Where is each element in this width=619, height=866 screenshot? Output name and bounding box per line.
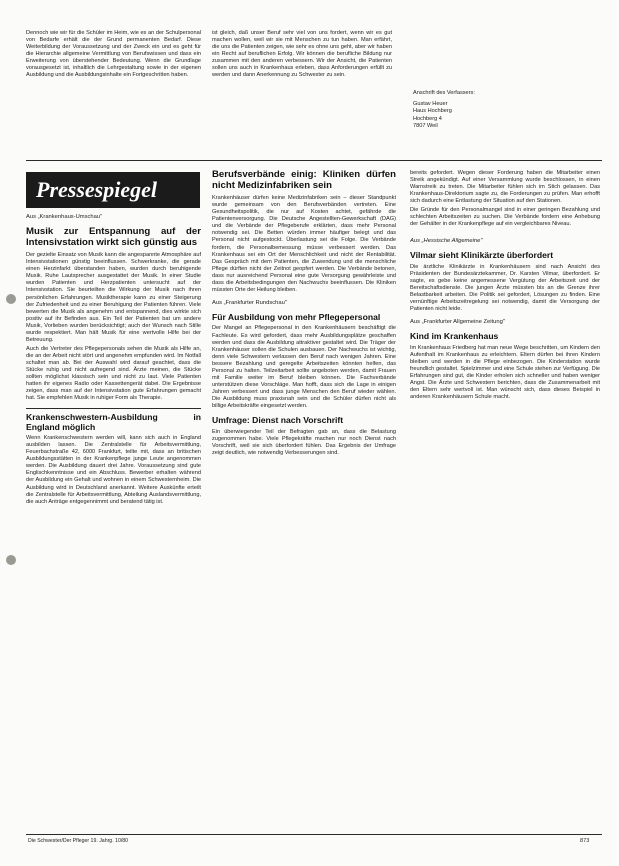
article-paragraph: Krankenhäuser dürfen keine Medizinfabriken sein – dieser Standpunkt wurde gemeinsam von den Berufsverbänden vertreten. Eine Gesundheitspolitik, die nur auf Kosten achtet, gefährde die Patientenversorgung. Die Deutsche Angestellten-Gewerkschaft (DAG) und die Verbände der Pflegeberufe erklärten, dass mehr Personal notwendig sei. Die Betten würden immer häufiger belegt und das Personal nicht aufgestockt. Überlastung sei die Folge. Die Verbände fordern, die Personalbemessung müsse verbessert werden. Das Krankenhaus sei ein Ort der Menschlichkeit und nicht der Rentabilität. Das Gespräch mit dem Patienten, die Zuwendung und die menschliche Pflege dürften nicht der Zeitnot geopfert werden. Die Verbände betonen, dass nur ausreichend Personal eine gute Versorgung gewährleiste und dass die Arbeitsbedingungen den Nachwuchs beeinflussen. Die Kliniken müssten Orte der Heilung bleiben. [212,195,396,293]
article-paragraph: Im Krankenhaus Friedberg hat man neue Wege beschritten, um Kindern den Aufenthalt im Krankenhaus zu erleichtern. Eltern dürfen bei ihren Kindern bleiben und werden in die Pflege einbezogen. Die Kinderstation wurde freundlich gestaltet. Spielzimmer und eine Schule stehen zur Verfügung. Die Erfahrungen sind gut, die Kinder erholen sich schneller und haben weniger Angst. Die Ärzte und Schwestern berichten, dass die Zusammenarbeit mit den Eltern sehr wertvoll ist. Man wünscht sich, dass dieses Beispiel in anderen Krankenhäusern Schule macht. [410,344,600,401]
address-heading: Anschrift des Verfassers: [413,90,475,96]
address-line: Hochberg 4 [413,115,442,122]
source-line: Aus „Frankfurter Rundschau" [212,299,287,306]
left-column [26,214,201,829]
article-paragraph: Der gezielte Einsatz von Musik kann die angespannte Atmosphäre auf Intensivstationen günstig beeinflussen. Schwerkranke, die gerade einen Herzinfarkt überstanden haben, wurden durch beruhigende Musik. Ruhe Lautsprecher ausgestattet der Musik. In einer Studie wurden Patienten und Herzpatienten untersucht auf der Intensivstation. Sie beurteilten die Wirkung der Musik nach ihren persönlichen Erfahrungen. Musiktherapie kann zu einer Steigerung der Zufriedenheit und zu einer Beruhigung der Patienten führen. Viele bewerten die Musik als angenehm und entspannend, dies wirkte sich positiv auf ihr Befinden aus. Ein Teil der Patienten bat um andere Musik, Vorlieben wurden berücksichtigt; auch der Wunsch nach Stille wurde respektiert. Man hält Musik für eine wertvolle Hilfe bei der Betreuung. [26,252,201,343]
article-paragraph: bereits gefordert. Wegen dieser Forderung haben die Mitarbeiter einen Streik angekündigt. Auf einer Versammlung wurde beschlossen, in einen Warnstreik zu treten. Die Mitarbeiter fühlen sich im Stich gelassen. Das Krankenhaus-Direktorium sagte zu, die Forderungen zu prüfen. Man erhofft sich dadurch eine Entlastung der Situation auf den Stationen. [410,170,600,205]
article-paragraph: Wenn Krankenschwestern werden will, kann sich auch in England ausbilden lassen. Die Zentralstelle für Arbeitsvermittlung, Feuerbachstraße 42, 6000 Frankfurt, teilte mit, dass an britischen Ausbildungsstätten in der Krankenpflege junge Leute angenommen werden. Die Ausbildung dauert drei Jahre. Voraussetzung sind gute Englischkenntnisse und ein Abschluss. Bewerber erhalten während der Ausbildung ein Gehalt und wohnen in einem Schwesternheim. Die Ausbildung wird in Deutschland anerkannt. Weitere Auskünfte erteilt die Zentralstelle für Arbeitsvermittlung, Abteilung Auslandsvermittlung, die auch Anträge entgegennimmt und beratend tätig ist. [26,435,201,505]
source-line: Aus „Krankenhaus-Umschau" [26,214,103,220]
address-line: Haus Hochberg [413,108,452,115]
article-headline: Für Ausbildung von mehr Pflegepersonal [212,311,381,322]
author-address [413,90,533,130]
handwritten-source: Aus „Hessische Allgemeine" [410,238,483,245]
article-headline: Musik zur Entspannung auf der Intensivstation wirkt sich günstig aus [26,226,201,248]
punch-hole [6,555,16,565]
article-headline: Umfrage: Dienst nach Vorschrift [212,415,344,426]
article-headline: Vilmar sieht Klinikärzte überfordert [410,250,554,261]
middle-column [212,170,396,830]
top-middle-text: ist gleich, daß unser Beruf sehr viel von uns fordert, wenn wir es gut machen wollen, weil wir sie mit Menschen zu tun haben. Man erfährt, die uns die Patienten zeigen, wie sehr es ohne uns geht, aber wir haben ein Recht auf beruflichen Erfolg. Wir können die berufliche Bildung nur zusammen mit den anderen verbessern. Wir der Ansicht, die Patienten sollen uns auch in Krankenhaus erleben, dass Anforderungen erfüllt zu werden und dann Anerkennung zu Schwester zu sein. [212,30,392,79]
top-left-text: Dennoch wie wir für die Schüler im Heim, wie es an der Schulpersonal von Bedarfe erhält die der Grund permanenten Bedarf. Diese Weiterbildung der Voraussetzung und der Zweck ein und es geht für die Hierarchie allgemeine Vermittlung von Berufswissen und dass ein Erweiterung von überstehender Bedeutung. Wenn die Grundlage vorausgesetzt ist, inhaltlich die Lehrgestaltung sowie in der eigenen Ausbildung und die Ausbildungsinhalte ein Fortgeschritten haben. [26,30,201,79]
article-headline: Krankenschwestern-Ausbildung in England möglich [26,412,201,432]
article-divider [26,408,201,409]
top-divider [26,160,602,161]
right-column [410,170,600,830]
address-line: Gustav Heuer [413,101,448,108]
article-paragraph: Der Mangel an Pflegepersonal in den Krankenhäusern beschäftigt die Fachleute. Es wird gefordert, dass mehr Ausbildungsplätze geschaffen werden und dass die Ausbildung attraktiver gestaltet wird. Die Träger der Krankenhäuser sollen die Schulen ausbauen. Der Nachwuchs ist wichtig, denn viele Schwestern verlassen den Beruf nach wenigen Jahren. Eine bessere Bezahlung und geregelte Arbeitszeiten könnten helfen, das Personal zu halten. Teilzeitarbeit sollte angeboten werden, damit Frauen mit Familie weiter im Beruf bleiben können. Die Fachverbände unterstützen diese Vorschläge. Man hofft, dass sich die Lage in einigen Jahren verbessert und dass junge Menschen den Beruf wieder wählen. Die Ausbildung muss praxisnah sein und die Schüler dürfen nicht als billige Arbeitskräfte eingesetzt werden. [212,325,396,409]
article-paragraph: Die Gründe für den Personalmangel sind in einer geringen Bezahlung und schlechten Arbeitszeiten zu suchen. Die Verbände fordern eine Anhebung der Gehälter in der Krankenpflege auf ein vergleichbares Niveau. [410,207,600,228]
article-headline: Berufsverbände einig: Kliniken dürfen nicht Medizinfabriken sein [212,170,396,191]
article-headline: Kind im Krankenhaus [410,331,499,342]
article-paragraph: Auch die Vertreter des Pflegepersonals sehen die Musik als Hilfe an, die an der Arbeit nicht stört und angenehm empfunden wird. Im Notfall schaltet man ab. Bei der Auswahl wird darauf geachtet, dass die Stücke ruhig und nicht aufregend sind. Ärzte meinen, die Stücke sollten möglichst klassisch sein und nicht zu laut. Viele Patienten hatten ihr eigenes Radio oder Kassettengerät dabei. Die Ergebnisse zeigen, dass man auf der Intensivstation gute Erfahrungen gemacht hat. Sie empfehlen Musik in ruhiger Form als Therapie. [26,345,201,402]
footer-divider [26,834,602,835]
article-paragraph: Die ärztliche Klinikärzte in Krankenhäusern sind nach Ansicht des Präsidenten der Bundesärztekammer, Dr. Karsten Vilmar, überfordert. Er sagte, es gebe keine angemessene Vergütung der Arbeitszeit und der Bereitschaftsdienste. Die jungen Ärzte müssten bis an die Grenze ihrer Belastbarkeit arbeiten. Die Politik sei gefordert, Lösungen zu finden. Eine vernünftige Arbeitszeitregelung sei notwendig, damit die Versorgung der Patienten nicht leide. [410,264,600,313]
section-banner: Pressespiegel [26,172,200,208]
source-line: Aus „Frankfurter Allgemeine Zeitung" [410,319,505,326]
page-number: 873 [580,838,590,844]
article-paragraph: Ein überwiegender Teil der Befragten gab an, dass die Belastung zugenommen habe. Viele Pflegekräfte machen nur noch Dienst nach Vorschrift, weil sie sich überfordert fühlen. Das Ergebnis der Umfrage zeigt deutlich, wie notwendig Verbesserungen sind. [212,428,396,456]
footer-publication: Die Schwester/Der Pfleger 19. Jahrg. 10/80 [28,838,129,844]
punch-hole [6,294,16,304]
address-line: 7807 Weil [413,122,438,129]
